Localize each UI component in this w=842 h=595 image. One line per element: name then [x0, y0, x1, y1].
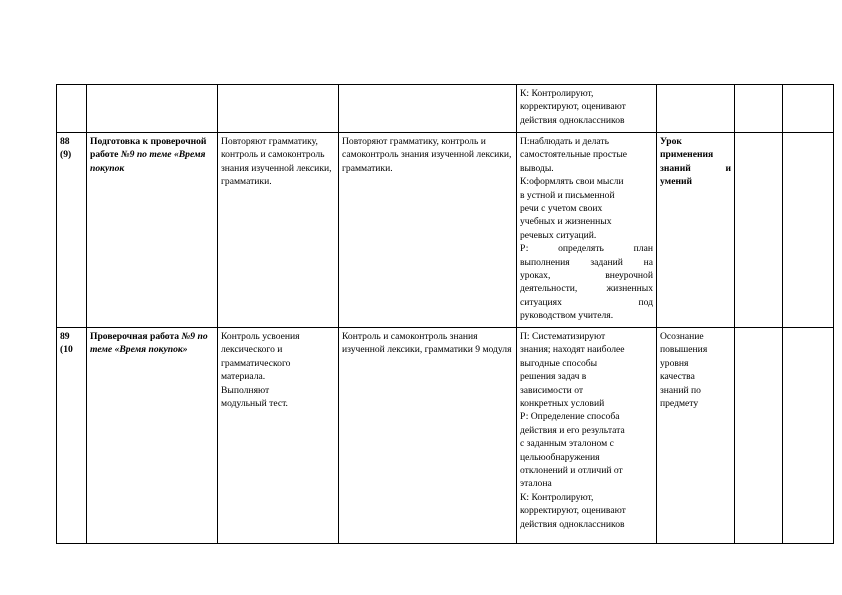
activity-line: лексического и [221, 344, 283, 356]
uud-line: действия и его результата [520, 424, 625, 436]
uud-line: ситуациях под [520, 296, 653, 308]
uud-line: с заданным эталоном с [520, 438, 614, 450]
lesson-type-line: умений [660, 176, 693, 188]
activity-cell [218, 328, 339, 544]
uud-line: отклонений и отличий от [520, 465, 623, 477]
uud-line: руководством учителя. [520, 310, 614, 322]
content-cell [339, 85, 517, 133]
topic-cell [87, 85, 218, 133]
lesson-type-line: Осознание [660, 331, 704, 342]
uud-line: цельюобнаружения [520, 451, 600, 463]
activity-line: материала. [221, 371, 266, 383]
table-row [57, 85, 834, 133]
extra-cell-1 [735, 85, 783, 133]
uud-line: зависимости от [520, 384, 584, 396]
lesson-type-line: Урок [660, 136, 682, 147]
topic-title: Подготовка к проверочной работе [90, 136, 207, 161]
uud-line: уроках, внеурочной [520, 270, 653, 282]
topic-theme: №9 по теме «Время покупок [90, 149, 206, 174]
activity-line: Выполняют [221, 384, 270, 396]
table-row [57, 133, 834, 328]
extra-cell-1 [735, 133, 783, 328]
uud-line: Р: определять план [520, 243, 653, 255]
topic-theme: №9 по теме «Время покупок» [90, 331, 208, 356]
uud-line: выполнения заданий на [520, 256, 653, 268]
number-cell [57, 85, 87, 133]
uud-line: в устной и письменной [520, 189, 615, 201]
uud-line: корректируют, оценивают [520, 505, 626, 517]
uud-line: корректируют, оценивают [520, 101, 626, 113]
uud-line: П: Систематизируют [520, 331, 606, 342]
lesson-type-line: уровня [660, 357, 689, 369]
activity-line: модульный тест. [221, 398, 288, 410]
lesson-type-cell [657, 85, 735, 133]
uud-line: деятельности, жизненных [520, 283, 653, 295]
activity-line: Контроль усвоения [221, 331, 300, 342]
uud-line: конкретных условий [520, 398, 605, 410]
content-cell: Повторяют грамматику, контроль и самоконтроль знания изученной лексики, грамматики. [339, 133, 517, 328]
table-row [57, 328, 834, 544]
uud-line: речевых ситуаций. [520, 229, 597, 241]
activity-cell: Повторяют грамматику, контроль и самоконтроль знания изученной лексики, грамматики. [218, 133, 339, 328]
topic-cell [87, 328, 218, 544]
uud-cell [517, 133, 657, 328]
lesson-type-line: знаний и [660, 162, 731, 174]
extra-cell-2 [783, 328, 834, 544]
lesson-type-line: качества [660, 371, 695, 383]
uud-cell [517, 85, 657, 133]
uud-line: эталона [520, 478, 552, 490]
content-cell: Контроль и самоконтроль знания изученной лексики, грамматики 9 модуля [339, 328, 517, 544]
uud-line: К: Контролируют, [520, 491, 594, 503]
number-cell: 89 (10 [57, 328, 87, 544]
topic-cell [87, 133, 218, 328]
lesson-type-cell [657, 328, 735, 544]
extra-cell-2 [783, 85, 834, 133]
lesson-type-line: повышения [660, 344, 708, 356]
uud-line: выгодные способы [520, 357, 598, 369]
uud-line: действия одноклассников [520, 518, 625, 530]
uud-line: П:наблюдать и делать [520, 136, 609, 147]
topic-title: Проверочная работа [90, 331, 180, 342]
uud-line: решения задач в [520, 371, 587, 383]
uud-line: действия одноклассников [520, 114, 625, 126]
uud-line: Р: Определение способа [520, 411, 620, 423]
extra-cell-2 [783, 133, 834, 328]
uud-line: знания; находят наиболее [520, 344, 625, 356]
uud-line: учебных и жизненных [520, 216, 612, 228]
lesson-type-line: применения [660, 149, 714, 161]
activity-cell [218, 85, 339, 133]
number-cell: 88 (9) [57, 133, 87, 328]
uud-line: выводы. [520, 162, 554, 174]
uud-line: К:оформлять свои мысли [520, 176, 624, 188]
uud-line: самостоятельные простые [520, 149, 628, 161]
lesson-type-line: предмету [660, 398, 699, 410]
uud-cell [517, 328, 657, 544]
lesson-type-cell [657, 133, 735, 328]
lesson-type-line: знаний по [660, 384, 701, 396]
lesson-plan-table [56, 84, 834, 544]
extra-cell-1 [735, 328, 783, 544]
uud-line: речи с учетом своих [520, 203, 603, 215]
activity-line: грамматического [221, 357, 291, 369]
uud-line: К: Контролируют, [520, 88, 594, 99]
